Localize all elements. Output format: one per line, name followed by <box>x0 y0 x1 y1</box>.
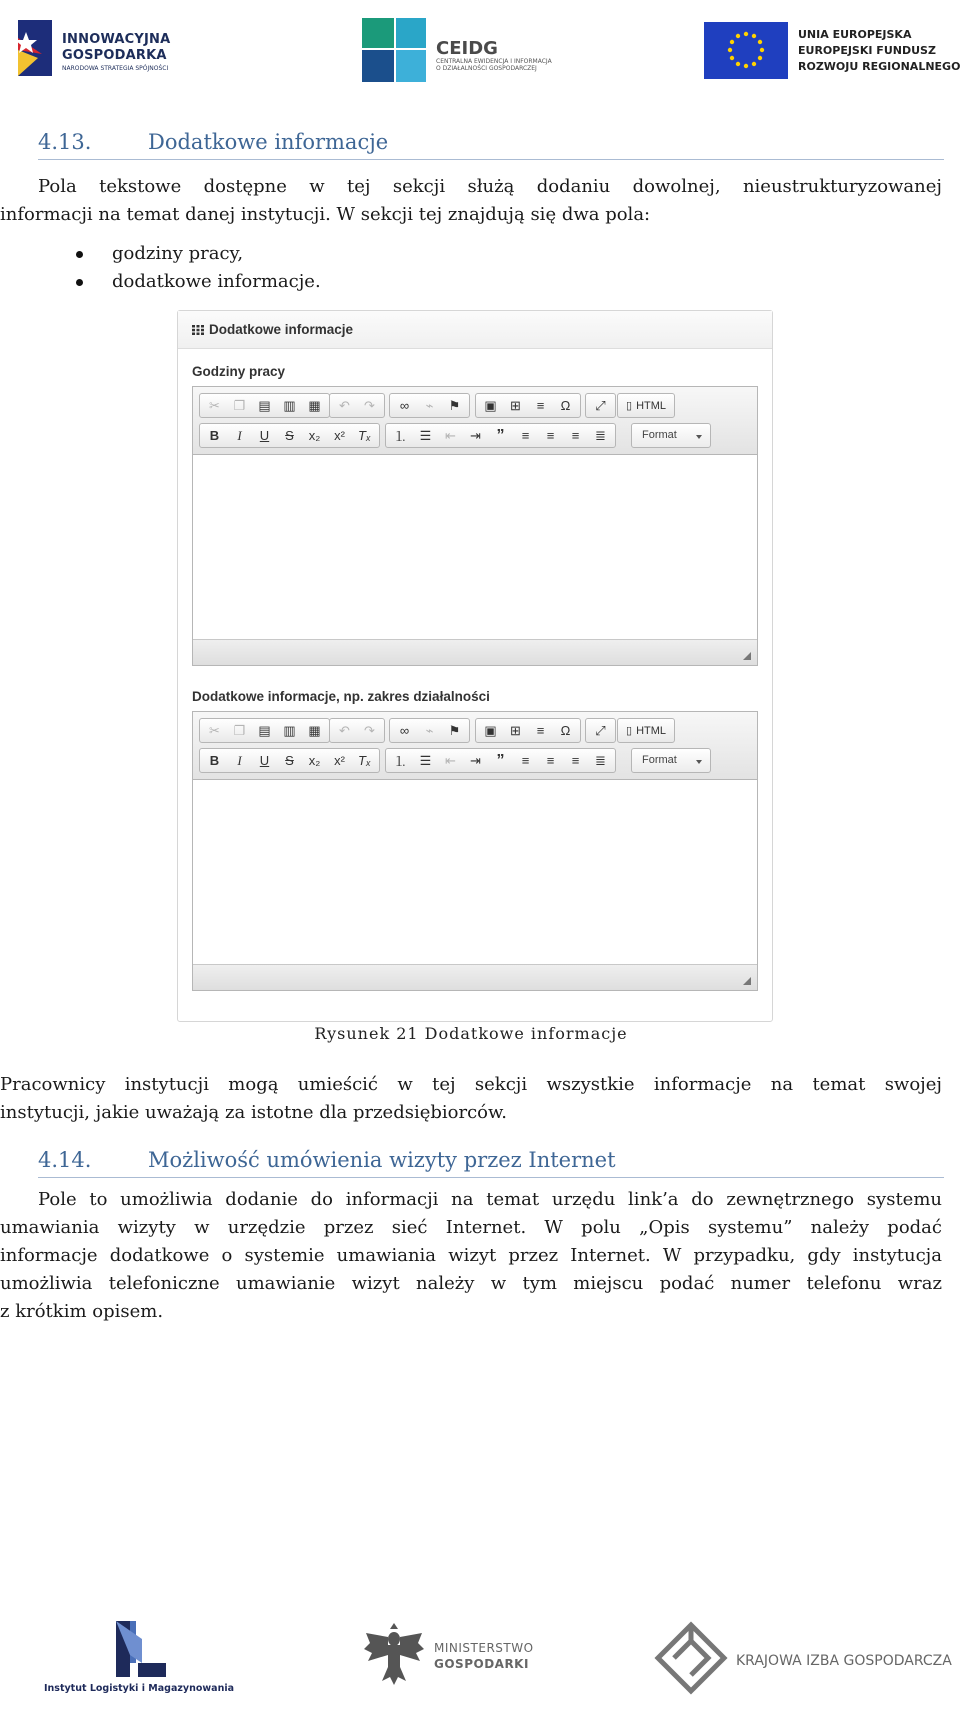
paste-icon[interactable]: ▤ <box>258 397 271 413</box>
align-center-icon[interactable]: ≡ <box>546 428 555 443</box>
anchor-flag-icon[interactable]: ⚑ <box>448 722 461 738</box>
unlink-icon[interactable]: ⌁ <box>425 722 434 738</box>
html-button-label: HTML <box>636 399 667 412</box>
link-group <box>389 718 470 743</box>
source-group <box>617 393 675 418</box>
basic-styles-group <box>199 748 380 773</box>
logo-tagline: NARODOWA STRATEGIA SPÓJNOŚCI <box>62 65 169 72</box>
source-html-button[interactable] <box>620 395 672 417</box>
basic-styles-group <box>199 423 380 448</box>
superscript-icon[interactable]: x² <box>334 753 345 768</box>
page-header <box>0 0 960 100</box>
eagle-emblem-icon <box>362 1619 426 1689</box>
paragraph-group <box>385 423 616 448</box>
ceidg-square-cyan <box>396 18 426 48</box>
paste-word-icon[interactable]: ▦ <box>308 722 321 738</box>
align-justify-icon[interactable]: ≣ <box>595 427 606 443</box>
unlink-icon[interactable]: ⌁ <box>425 397 434 413</box>
special-char-icon[interactable]: Ω <box>560 723 571 738</box>
ceidg-subtitle: CENTRALNA EWIDENCJA I INFORMACJA O DZIAŁALNOŚCI GOSPODARCZEJ <box>436 58 552 72</box>
undo-icon[interactable]: ↶ <box>339 397 350 413</box>
additional-info-label: Dodatkowe informacje, np. zakres działalności <box>192 689 490 704</box>
undo-icon[interactable]: ↶ <box>339 722 350 738</box>
figure-caption: Rysunek 21 Dodatkowe informacje <box>314 1024 628 1043</box>
ministry-line-1: MINISTERSTWO <box>434 1641 534 1655</box>
paragraph-line: z krótkim opisem. <box>0 1301 164 1322</box>
resize-handle-icon[interactable] <box>743 977 751 985</box>
working-hours-textarea[interactable] <box>193 456 757 639</box>
list-item-text: dodatkowe informacje. <box>112 271 321 292</box>
undo-group <box>329 393 385 418</box>
eu-line-2: EUROPEJSKI FUNDUSZ <box>798 44 936 57</box>
additional-info-panel <box>177 310 773 1022</box>
editor-toolbar <box>193 712 757 780</box>
editor-footer <box>193 964 757 990</box>
remove-format-icon[interactable]: Tₓ <box>358 428 371 443</box>
panel-header <box>178 311 772 349</box>
paragraph-line: umawiania wizyty w urzędzie przez sieć Internet. W polu „Opis systemu” należy podać <box>0 1217 942 1238</box>
blockquote-icon[interactable]: ” <box>496 751 505 769</box>
align-center-icon[interactable]: ≡ <box>546 753 555 768</box>
cut-icon[interactable]: ✂ <box>209 397 220 413</box>
maximize-icon[interactable]: ⤢ <box>595 397 606 413</box>
eu-flag-icon <box>704 22 788 79</box>
paragraph-line: Pola tekstowe dostępne w tej sekcji służą dodaniu dowolnej, nieustrukturyzowanej <box>38 176 942 197</box>
bold-icon[interactable]: B <box>209 753 220 768</box>
working-hours-editor <box>192 386 758 666</box>
ilim-mark-icon <box>42 1615 232 1681</box>
dropdown-arrow-icon <box>696 435 702 439</box>
list-item <box>72 240 321 268</box>
outdent-icon[interactable]: ⇤ <box>445 752 456 768</box>
bullet-icon <box>76 279 83 286</box>
logo-line-1: INNOWACYJNA <box>62 32 171 47</box>
bulleted-list-icon[interactable]: ☰ <box>419 752 432 768</box>
strike-icon[interactable]: S <box>285 428 294 443</box>
ceidg-name: CEIDG <box>436 38 498 59</box>
ilim-caption: Instytut Logistyki i Magazynowania <box>44 1683 235 1694</box>
page-footer <box>0 1605 960 1709</box>
paste-text-icon[interactable]: ▥ <box>283 722 296 738</box>
section-heading-4-14 <box>38 1146 944 1178</box>
remove-format-icon[interactable]: Tₓ <box>358 753 371 768</box>
underline-icon[interactable]: U <box>259 428 270 443</box>
redo-icon[interactable]: ↷ <box>364 397 375 413</box>
paste-word-icon[interactable]: ▦ <box>308 397 321 413</box>
link-group <box>389 393 470 418</box>
align-left-icon[interactable]: ≡ <box>521 428 530 443</box>
copy-icon[interactable]: ❐ <box>233 722 246 738</box>
image-icon[interactable]: ▣ <box>484 397 497 413</box>
horizontal-line-icon[interactable]: ≡ <box>536 398 545 413</box>
section-2-paragraph <box>0 1186 942 1326</box>
grid-icon <box>192 325 204 335</box>
section-heading-4-13 <box>38 128 944 160</box>
html-button-label: HTML <box>636 724 667 737</box>
innowacyjna-gospodarka-mark-icon <box>18 20 52 76</box>
source-group <box>617 718 675 743</box>
kig-logo <box>652 1619 952 1699</box>
eu-line-1: UNIA EUROPEJSKA <box>798 28 912 41</box>
copy-icon[interactable]: ❐ <box>233 397 246 413</box>
ceidg-square-light <box>396 50 426 82</box>
eu-line-3: ROZWOJU REGIONALNEGO <box>798 60 960 73</box>
dropdown-arrow-icon <box>696 760 702 764</box>
underline-icon[interactable]: U <box>259 753 270 768</box>
italic-icon[interactable]: I <box>237 427 242 443</box>
list-item-text: godziny pracy, <box>112 243 244 264</box>
section-title: Dodatkowe informacje <box>148 130 389 154</box>
numbered-list-icon[interactable]: ⒈ <box>393 754 407 769</box>
section-number: 4.14. <box>38 1148 92 1172</box>
paragraph-line: informacji na temat danej instytucji. W sekcji tej znajdują się dwa pola: <box>0 204 651 225</box>
working-hours-label: Godziny pracy <box>192 364 286 379</box>
horizontal-line-icon[interactable]: ≡ <box>536 723 545 738</box>
document-icon: ▯ <box>626 400 633 412</box>
clipboard-group <box>199 718 330 743</box>
align-left-icon[interactable]: ≡ <box>521 753 530 768</box>
maximize-group <box>585 718 616 743</box>
insert-group <box>475 718 581 743</box>
section-title: Możliwość umówienia wizyty przez Internet <box>148 1148 616 1172</box>
list-item <box>72 268 321 296</box>
ministry-of-economy-logo <box>362 1619 542 1691</box>
special-char-icon[interactable]: Ω <box>560 398 571 413</box>
outdent-icon[interactable]: ⇤ <box>445 427 456 443</box>
maximize-icon[interactable]: ⤢ <box>595 722 606 738</box>
cut-icon[interactable]: ✂ <box>209 722 220 738</box>
align-right-icon[interactable]: ≡ <box>571 753 580 768</box>
table-icon[interactable]: ⊞ <box>510 397 521 413</box>
maximize-group <box>585 393 616 418</box>
blockquote-icon[interactable]: ” <box>496 426 505 444</box>
innowacyjna-gospodarka-logo <box>18 18 188 78</box>
document-icon: ▯ <box>626 725 633 737</box>
image-icon[interactable]: ▣ <box>484 722 497 738</box>
undo-group <box>329 718 385 743</box>
ilim-logo <box>42 1615 235 1695</box>
bullet-list <box>72 240 321 296</box>
subscript-icon[interactable]: x₂ <box>308 753 321 768</box>
editor-toolbar <box>193 387 757 455</box>
align-right-icon[interactable]: ≡ <box>571 428 580 443</box>
align-justify-icon[interactable]: ≣ <box>595 752 606 768</box>
paragraph-line: Pole to umożliwia dodanie do informacji na temat urzędu link’a do zewnętrznego systemu <box>38 1189 942 1210</box>
bullet-icon <box>76 251 83 258</box>
ministry-line-2: GOSPODARKI <box>434 1657 529 1671</box>
source-html-button[interactable] <box>620 720 672 742</box>
redo-icon[interactable]: ↷ <box>364 722 375 738</box>
bold-icon[interactable]: B <box>209 428 220 443</box>
link-icon[interactable]: ∞ <box>399 398 410 413</box>
link-icon[interactable]: ∞ <box>399 723 410 738</box>
ceidg-logo <box>362 18 562 84</box>
paragraph-line: umożliwia telefoniczne umawianie wizyt należy w tym miejscu podać numer telefonu wraz <box>0 1273 942 1294</box>
eu-logo <box>704 22 960 80</box>
section-number: 4.13. <box>38 130 92 154</box>
anchor-flag-icon[interactable]: ⚑ <box>448 397 461 413</box>
paragraph-line: Pracownicy instytucji mogą umieścić w tej sekcji wszystkie informacje na temat swojej <box>0 1074 942 1095</box>
ceidg-square-green <box>362 18 394 48</box>
additional-info-textarea[interactable] <box>193 781 757 964</box>
format-dropdown[interactable] <box>631 748 711 773</box>
resize-handle-icon[interactable] <box>743 652 751 660</box>
panel-title: Dodatkowe informacje <box>209 322 354 337</box>
format-dropdown-label: Format <box>642 429 677 441</box>
clipboard-group <box>199 393 330 418</box>
superscript-icon[interactable]: x² <box>334 428 345 443</box>
after-figure-paragraph <box>0 1071 942 1127</box>
insert-group <box>475 393 581 418</box>
kig-name: KRAJOWA IZBA GOSPODARCZA <box>736 1653 952 1669</box>
additional-info-editor <box>192 711 758 991</box>
format-dropdown[interactable] <box>631 423 711 448</box>
subscript-icon[interactable]: x₂ <box>308 428 321 443</box>
editor-footer <box>193 639 757 665</box>
paragraph-line: instytucji, jakie uważają za istotne dla przedsiębiorców. <box>0 1102 508 1123</box>
numbered-list-icon[interactable]: ⒈ <box>393 429 407 444</box>
logo-line-2: GOSPODARKA <box>62 48 167 63</box>
bulleted-list-icon[interactable]: ☰ <box>419 427 432 443</box>
kig-mark-icon <box>652 1619 730 1697</box>
paragraph-group <box>385 748 616 773</box>
italic-icon[interactable]: I <box>237 752 242 768</box>
ceidg-square-navy <box>362 50 394 82</box>
indent-icon[interactable]: ⇥ <box>470 752 481 768</box>
paragraph-line: informacje dodatkowe o systemie umawiania wizyt przez Internet. W przypadku, gdy instytucja <box>0 1245 942 1266</box>
strike-icon[interactable]: S <box>285 753 294 768</box>
format-dropdown-label: Format <box>642 754 677 766</box>
paste-text-icon[interactable]: ▥ <box>283 397 296 413</box>
table-icon[interactable]: ⊞ <box>510 722 521 738</box>
indent-icon[interactable]: ⇥ <box>470 427 481 443</box>
paste-icon[interactable]: ▤ <box>258 722 271 738</box>
section-intro-paragraph <box>0 173 942 229</box>
